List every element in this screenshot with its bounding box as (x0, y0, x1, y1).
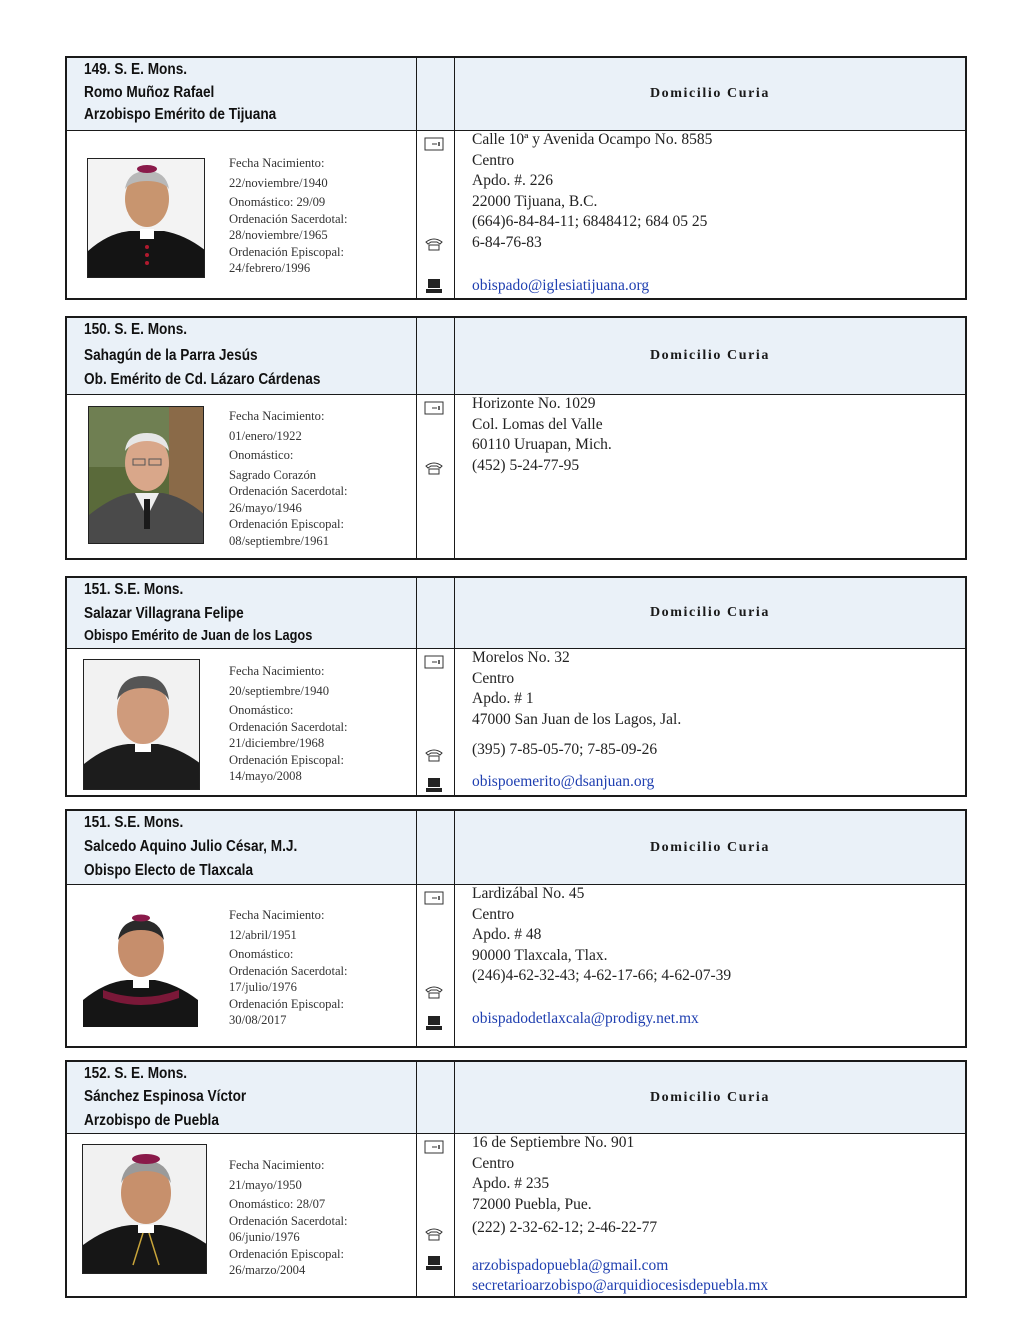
directory-entry-149 (65, 56, 967, 300)
mail-icon (424, 136, 444, 152)
curia-address: Morelos No. 32 Centro Apdo. # 1 47000 San Juan de los Lagos, Jal. (395) 7-85-05-70; 7-85-09-26 (472, 649, 682, 758)
computer-icon (424, 1015, 444, 1031)
bishop-name: Romo Muñoz Rafael (84, 84, 215, 101)
curia-address: Calle 10ª y Avenida Ocampo No. 8585 Centro Apdo. #. 226 22000 Tijuana, B.C. (664)6-84-84-11; 6848412; 684 05 25 6-84-76-83 (472, 131, 713, 251)
entry-header (67, 811, 965, 885)
icon-column (416, 648, 455, 795)
entry-number: 152. S. E. Mons. (84, 1065, 188, 1082)
mail-icon (424, 1139, 444, 1155)
domicilio-curia-heading: Domicilio Curia (649, 1089, 771, 1105)
entry-number: 150. S. E. Mons. (84, 321, 188, 338)
email-link[interactable]: arzobispadopuebla@gmail.com (472, 1257, 669, 1274)
mail-icon (424, 890, 444, 906)
directory-entry-151-salazar (65, 576, 967, 797)
directory-entry-151-salcedo (65, 809, 967, 1048)
domicilio-curia-heading: Domicilio Curia (649, 839, 771, 855)
bishop-title: Arzobispo de Puebla (84, 1112, 219, 1129)
icon-column (416, 130, 455, 298)
icon-column-header (416, 811, 455, 884)
bishop-title: Ob. Emérito de Cd. Lázaro Cárdenas (84, 371, 321, 388)
bishop-photo (87, 158, 205, 278)
icon-column (416, 394, 455, 558)
name-cell (67, 811, 417, 884)
phone-icon (424, 747, 444, 763)
name-cell (67, 578, 417, 648)
icon-column-header (416, 578, 455, 648)
directory-entry-152 (65, 1060, 967, 1298)
entry-number: 151. S.E. Mons. (84, 581, 184, 598)
entry-header (67, 318, 965, 395)
entry-header (67, 1062, 965, 1134)
domicilio-curia-heading: Domicilio Curia (649, 348, 771, 363)
bishop-name: Salazar Villagrana Felipe (84, 605, 244, 622)
biographical-dates: Fecha Nacimiento: 01/enero/1922 Onomástico: Sagrado Corazón Ordenación Sacerdotal: 26/mayo/1946 Ordenación Episcopal: 08/septiembre/1961 (229, 409, 348, 548)
computer-icon (424, 278, 444, 294)
directory-entry-150 (65, 316, 967, 560)
entry-number: 151. S.E. Mons. (84, 814, 184, 831)
email-link[interactable]: obispadodetlaxcala@prodigy.net.mx (472, 1010, 699, 1027)
bishop-photo (82, 1144, 207, 1274)
entry-header (67, 578, 965, 649)
entry-header (67, 58, 965, 131)
phone-icon (424, 236, 444, 252)
biographical-dates: Fecha Nacimiento: 22/noviembre/1940 Onomástico: 29/09 Ordenación Sacerdotal: 28/noviembre/1965 Ordenación Episcopal: 24/febrero/1996 (229, 156, 348, 275)
curia-address: Lardizábal No. 45 Centro Apdo. # 48 90000 Tlaxcala, Tlax. (246)4-62-32-43; 4-62-17-66; 4-62-07-39 (472, 885, 732, 984)
icon-column-header (416, 58, 455, 130)
email-link[interactable]: obispoemerito@dsanjuan.org (472, 773, 655, 790)
curia-address: 16 de Septiembre No. 901 Centro Apdo. # 235 72000 Puebla, Pue. (222) 2-32-62-12; 2-46-22-77 (472, 1134, 658, 1236)
email-link[interactable]: obispado@iglesiatijuana.org (472, 277, 650, 294)
name-cell (67, 1062, 417, 1133)
domicilio-curia-heading: Domicilio Curia (649, 605, 771, 620)
bishop-title: Obispo Electo de Tlaxcala (84, 862, 254, 879)
entry-number: 149. S. E. Mons. (84, 61, 188, 78)
mail-icon (424, 400, 444, 416)
bishop-photo (83, 908, 198, 1027)
computer-icon (424, 777, 444, 793)
curia-address: Horizonte No. 1029 Col. Lomas del Valle 60110 Uruapan, Mich. (452) 5-24-77-95 (472, 395, 612, 474)
bishop-name: Salcedo Aquino Julio César, M.J. (84, 838, 298, 855)
bishop-title: Arzobispo Emérito de Tijuana (84, 106, 277, 123)
bishop-photo (88, 406, 204, 544)
phone-icon (424, 460, 444, 476)
bishop-title: Obispo Emérito de Juan de los Lagos (84, 628, 313, 644)
name-cell (67, 58, 417, 130)
bishop-photo (83, 659, 200, 790)
name-cell (67, 318, 417, 394)
icon-column-header (416, 1062, 455, 1133)
email-link-secondary[interactable]: secretarioarzobispo@arquidiocesisdepuebla.mx (472, 1277, 769, 1294)
bishop-name: Sahagún de la Parra Jesús (84, 347, 258, 364)
biographical-dates: Fecha Nacimiento: 20/septiembre/1940 Onomástico: Ordenación Sacerdotal: 21/diciembre/1968 Ordenación Episcopal: 14/mayo/2008 (229, 664, 348, 783)
domicilio-curia-heading: Domicilio Curia (649, 86, 771, 101)
mail-icon (424, 654, 444, 670)
icon-column-header (416, 318, 455, 394)
biographical-dates: Fecha Nacimiento: 12/abril/1951 Onomástico: Ordenación Sacerdotal: 17/julio/1976 Ordenación Episcopal: 30/08/2017 (229, 908, 348, 1027)
icon-column (416, 1133, 455, 1296)
bishop-name: Sánchez Espinosa Víctor (84, 1088, 247, 1105)
computer-icon (424, 1255, 444, 1271)
phone-icon (424, 1226, 444, 1242)
phone-icon (424, 984, 444, 1000)
biographical-dates: Fecha Nacimiento: 21/mayo/1950 Onomástico: 28/07 Ordenación Sacerdotal: 06/junio/1976 Ordenación Episcopal: 26/marzo/2004 (229, 1158, 348, 1277)
